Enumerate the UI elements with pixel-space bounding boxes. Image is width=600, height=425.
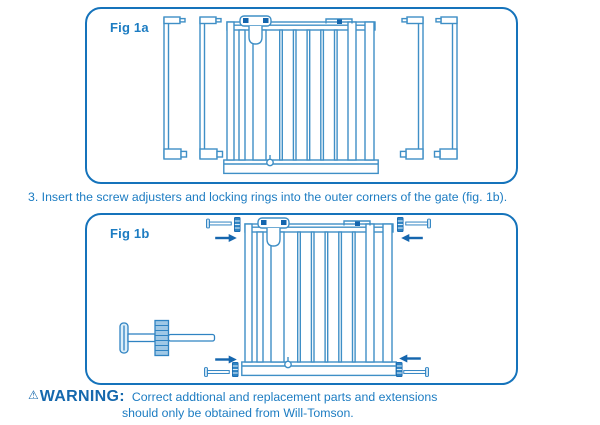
extension-bar-right-1 [401,17,424,159]
arrow-icon-top-left [215,234,237,242]
extension-bar-left-1 [164,17,187,159]
extension-bar-left-2 [200,17,223,159]
gate-diagram-1b [242,218,396,375]
locking-ring-icon-bottom-right [396,362,402,376]
screw-adjuster-enlarged [120,321,215,356]
warning-text-line1: Correct addtional and replacement parts and extensions [131,390,438,404]
screw-adjuster-icon-bottom-left [205,368,230,377]
fig1b-label: Fig 1b [110,226,150,241]
arrow-icon-bottom-right [399,355,421,363]
locking-ring-icon-top-left [234,217,240,231]
locking-ring-icon-top-right [397,217,403,231]
warning-text-line2: should only be obtained from Will-Tomson. [122,406,354,420]
fig1a-diagram [87,9,516,182]
locking-ring-enlarged [155,321,169,356]
warning-title: WARNING: [39,388,125,405]
fig1a-label: Fig 1a [110,20,149,35]
fig1b-diagram [87,215,516,383]
locking-ring-icon-bottom-left [232,362,238,376]
screw-adjuster-icon-top-right [406,219,431,228]
warning-icon: ⚠ [28,388,39,402]
screw-adjuster-icon-bottom-right [404,368,429,377]
figure-panel-1b [85,213,518,385]
extension-bar-right-2 [435,17,458,159]
arrow-icon-top-right [401,234,423,242]
screw-adjuster-icon-top-left [207,219,232,228]
gate-diagram-1a [224,16,378,173]
warning-block [28,388,437,406]
figure-panel-1a [85,7,518,184]
instruction-step-3: 3. Insert the screw adjusters and locking rings into the outer corners of the gate (fig. 1b). [28,190,508,204]
